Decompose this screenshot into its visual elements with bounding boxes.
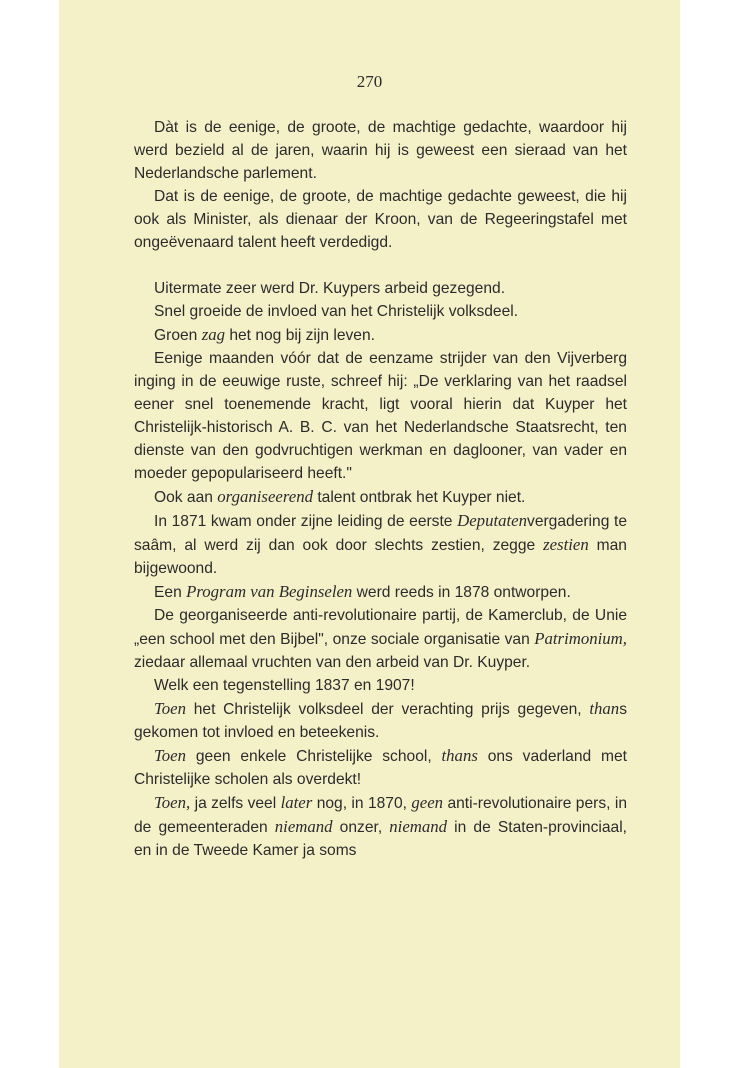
paragraph <box>134 697 627 744</box>
paragraph <box>134 485 627 509</box>
italic-text: niemand <box>274 817 333 836</box>
text-run: talent ontbrak het Kuyper niet. <box>312 489 526 506</box>
italic-text: Toen <box>154 746 187 765</box>
italic-text: than <box>589 699 620 718</box>
text-run: ja zelfs veel <box>190 795 281 812</box>
paragraph <box>134 674 627 697</box>
text-run: onzer, <box>332 819 390 836</box>
text-run: vergadering te saâm, al werd zij dan ook door slechts zestien, zegge <box>134 513 627 554</box>
text-run: Groen <box>154 327 202 344</box>
paragraph <box>134 791 627 862</box>
text-run: anti-revolutionaire pers, in de gemeenteraden <box>134 795 627 836</box>
paragraph <box>134 300 627 323</box>
italic-text: Deputaten <box>457 511 528 530</box>
text-run: In 1871 kwam onder zijne leiding de eerste <box>154 513 458 530</box>
text-run: s gekomen tot invloed en beteekenis. <box>134 701 627 741</box>
text-run: Welk een tegenstelling 1837 en 1907! <box>154 677 415 694</box>
text-run: Ook aan <box>154 489 218 506</box>
italic-text: zestien <box>543 535 589 554</box>
italic-text: Toen, <box>154 793 191 812</box>
italic-text: organiseerend <box>217 487 313 506</box>
paragraph <box>134 323 627 347</box>
text-run: Een <box>154 584 187 601</box>
italic-text: niemand <box>389 817 448 836</box>
paragraph <box>134 604 627 674</box>
text-run: ziedaar allemaal vruchten van den arbeid van Dr. Kuyper. <box>134 654 531 671</box>
body-text <box>134 116 627 862</box>
text-run: het Christelijk volksdeel der verachting prijs gegeven, <box>186 701 590 718</box>
italic-text: Patrimonium, <box>534 629 627 648</box>
text-run: in de Staten-provinciaal, en in de Tweede Kamer ja soms <box>134 819 627 859</box>
text-run: Dàt is de eenige, de groote, de machtige gedachte, waardoor hij werd bezield al de jaren, waarin hij is geweest een sieraad van het Nederlandsche parlement. <box>134 119 627 182</box>
italic-text: thans <box>441 746 478 765</box>
text-run: nog, in 1870, <box>312 795 412 812</box>
paragraph <box>134 580 627 604</box>
text-run: geen enkele Christelijke school, <box>186 748 442 765</box>
page-number: 270 <box>356 72 383 91</box>
paragraph <box>134 116 627 185</box>
book-page <box>59 0 680 1068</box>
text-run: werd reeds in 1878 ontworpen. <box>352 584 571 601</box>
text-run: Dat is de eenige, de groote, de machtige gedachte geweest, die hij ook als Minister, als dienaar der Kroon, van de Regeeringstafel met ongeëvenaard talent heeft verdedigd. <box>134 188 627 251</box>
text-run: Eenige maanden vóór dat de eenzame strijder van den Vijverberg inging in de eeuwige ruste, schreef hij: „De verklaring van het raadsel eener snel toenemende kracht, ligt vooral hierin dat Kuyper het Christelijk-historisch A. B. C. van het Nederlandsche Staatsrecht, ten dienste van den godvruchtigen werkman en daglooner, van vader en moeder gepopulariseerd heeft." <box>134 350 627 482</box>
text-run: De georganiseerde anti-revolutionaire partij, de Kamerclub, de Unie „een school met den Bijbel", onze sociale organisatie van <box>134 607 627 648</box>
paragraph <box>134 185 627 254</box>
paragraph <box>134 277 627 300</box>
italic-text: zag <box>201 325 225 344</box>
italic-text: geen <box>411 793 444 812</box>
text-run: man bijgewoond. <box>134 537 627 577</box>
italic-text: Toen <box>154 699 187 718</box>
text-run: ons vaderland met Christelijke scholen als overdekt! <box>134 748 627 788</box>
paragraph <box>134 347 627 485</box>
paragraph <box>134 744 627 791</box>
italic-text: Program van Beginselen <box>186 582 353 601</box>
text-run: het nog bij zijn leven. <box>225 327 375 344</box>
paragraph <box>134 509 627 580</box>
italic-text: later <box>280 793 313 812</box>
text-run: Uitermate zeer werd Dr. Kuypers arbeid gezegend. <box>154 280 506 297</box>
text-run: Snel groeide de invloed van het Christelijk volksdeel. <box>154 303 519 320</box>
